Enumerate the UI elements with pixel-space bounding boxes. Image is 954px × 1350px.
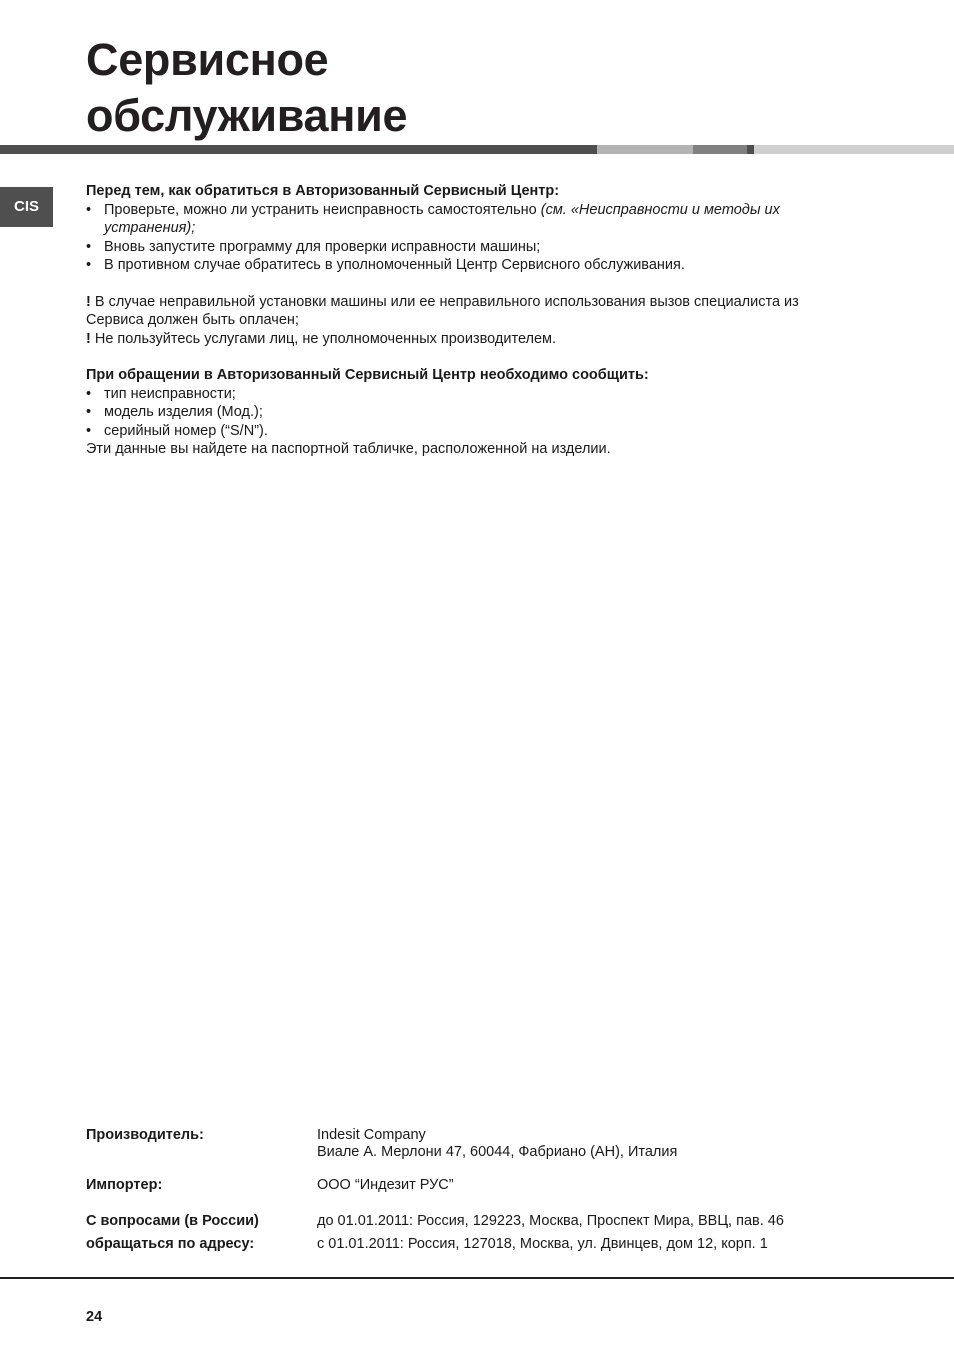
warning-text: В случае неправильной установки машины или ее неправильного использования вызов специалиста из Сервиса должен быть оплачен; [86, 293, 799, 328]
importer-name: ООО “Индезит РУС” [317, 1177, 454, 1193]
nameplate-note: Эти данные вы найдете на паспортной табличке, расположенной на изделии. [86, 441, 611, 457]
list-item-text: модель изделия (Мод.); [104, 404, 263, 420]
page-number: 24 [86, 1309, 103, 1325]
bullet-icon: • [86, 238, 92, 255]
list-item-text: тип неисправности; [104, 385, 236, 402]
list-item-text: В противном случае обратитесь в уполномоченный Центр Сервисного обслуживания. [104, 257, 685, 273]
contacts-label-line1: С вопросами (в России) [86, 1213, 259, 1229]
main-content [86, 182, 846, 459]
list-item [86, 256, 846, 275]
bullet-icon: • [86, 422, 92, 439]
warning-text: Не пользуйтесь услугами лиц, не уполномоченных производителем. [90, 330, 557, 347]
list-item-text: Вновь запустите программу для проверки исправности машины; [104, 238, 541, 255]
importer-value [317, 1177, 886, 1194]
contacts-label-line2: обращаться по адресу: [86, 1236, 255, 1252]
contacts-value [317, 1210, 886, 1256]
page-title-line1: Сервисное [86, 34, 329, 85]
section1-heading: Перед тем, как обратиться в Авторизованный Сервисный Центр: [86, 183, 560, 199]
manufacturer-label: Производитель: [86, 1127, 204, 1143]
contacts-row [86, 1210, 886, 1256]
list-item-text: серийный номер (“S/N”). [104, 422, 268, 439]
list-item [86, 201, 846, 238]
contact-info-table [86, 1127, 886, 1272]
header-bar-segment-dark [0, 145, 597, 154]
warning-paragraph [86, 293, 846, 330]
footer-divider [0, 1277, 954, 1279]
header-bar-segment-pale [754, 145, 954, 154]
page-title-line2: обслуживание [86, 90, 408, 141]
manufacturer-value [317, 1127, 886, 1161]
importer-row [86, 1177, 886, 1194]
importer-label: Импортер: [86, 1177, 163, 1193]
warning-paragraph [86, 330, 846, 349]
header-bar-segment-light [597, 145, 693, 154]
bullet-icon: • [86, 201, 92, 218]
list-item-text: Проверьте, можно ли устранить неисправность самостоятельно [104, 201, 541, 218]
bullet-icon: • [86, 385, 92, 402]
list-item [86, 422, 846, 441]
manufacturer-name: Indesit Company [317, 1127, 426, 1143]
list-item [86, 238, 846, 257]
bullet-icon: • [86, 257, 92, 273]
manufacturer-address: Виале А. Мерлони 47, 60044, Фабриано (АН), Италия [317, 1144, 678, 1160]
list-item-italic-reference: (см. «Неисправности и методы их устранения); [104, 201, 780, 236]
list-item [86, 403, 846, 422]
header-divider-bar [0, 145, 954, 154]
section2-heading: При обращении в Авторизованный Сервисный Центр необходимо сообщить: [86, 367, 649, 383]
list-item [86, 385, 846, 404]
warning-icon: ! [86, 293, 91, 310]
bullet-icon: • [86, 404, 92, 420]
contacts-address-before-2011: до 01.01.2011: Россия, 129223, Москва, Проспект Мира, ВВЦ, пав. 46 [317, 1213, 784, 1229]
contacts-label [86, 1210, 317, 1256]
header-bar-segment-accent [747, 145, 754, 154]
page-title [86, 32, 407, 144]
header-bar-segment-mid [693, 145, 747, 154]
section2-list [86, 385, 846, 441]
language-tab: CIS [0, 187, 53, 227]
manufacturer-row [86, 1127, 886, 1161]
contacts-address-after-2011: с 01.01.2011: Россия, 127018, Москва, ул. Двинцев, дом 12, корп. 1 [317, 1236, 768, 1252]
warning-icon: ! [86, 330, 91, 347]
section1-list [86, 201, 846, 275]
